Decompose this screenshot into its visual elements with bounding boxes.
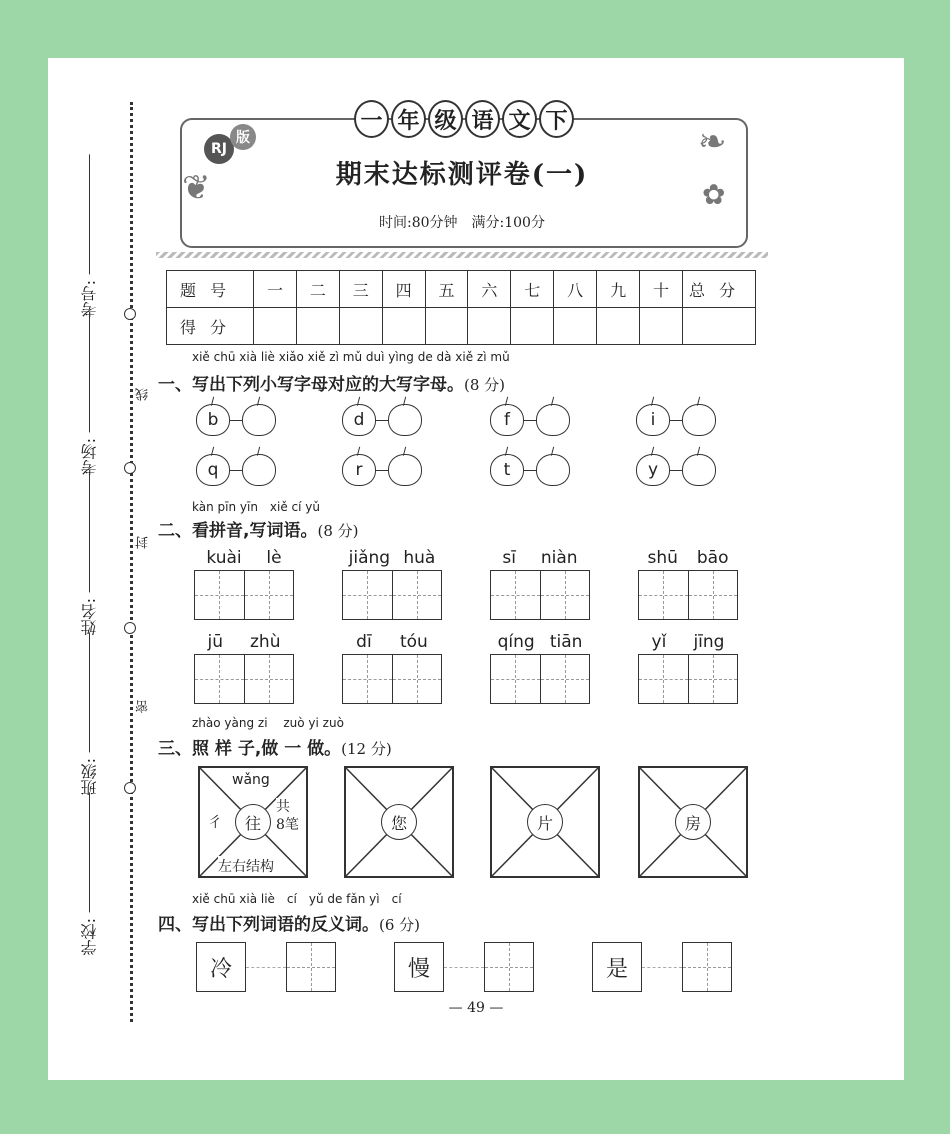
letter-pair: d [342,404,422,436]
answer-apple[interactable] [536,404,570,436]
char-box[interactable] [490,766,600,878]
example-pinyin: wǎng [232,772,270,788]
example-char-box [198,766,308,878]
q4-pinyin: xiě chū xià liè cí yǔ de fǎn yì cí [192,892,402,906]
floral-decoration-icon: ✿ [702,178,726,211]
letter-pair: i [636,404,716,436]
score-cell[interactable] [425,308,468,345]
pinyin-word-box[interactable]: sī niàn [490,548,590,620]
floral-decoration-icon: ❧ [698,122,727,162]
q1-title: 一、写出下列小写字母对应的大写字母。(8 分) [158,375,506,395]
answer-apple[interactable] [682,454,716,486]
char-box[interactable] [344,766,454,878]
score-cell[interactable] [597,308,640,345]
page-title: 期末达标测评卷(一) [335,160,589,190]
q3-title: 三、照 样 子,做 一 做。(12 分) [158,739,392,759]
antonym-pair: 慢 [394,942,534,992]
answer-apple[interactable] [242,404,276,436]
grade-title: 一 年 级 语 文 下 [354,102,574,136]
binding-dotted-line [130,102,133,1022]
ring-icon [124,622,136,634]
letter-pair: t [490,454,570,486]
ring-icon [124,462,136,474]
answer-apple[interactable] [682,404,716,436]
ring-icon [124,308,136,320]
seal-mark-xian: 线 [136,388,151,401]
edition-badge: 版 [230,124,256,150]
letter-pair: r [342,454,422,486]
exam-number-field[interactable]: 考号: [78,154,101,317]
pinyin-word-box[interactable]: kuài lè [194,548,294,620]
pinyin-word-box[interactable]: qíng tiān [490,632,590,704]
example-radical: 彳 [208,815,222,831]
char-circle: 片 [527,804,563,840]
exam-time-info: 时间:80分钟 满分:100分 [379,215,545,231]
score-cell[interactable] [511,308,554,345]
pinyin-word-box[interactable]: yǐ jīng [638,632,738,704]
q4-title: 四、写出下列词语的反义词。(6 分) [158,915,421,935]
table-header: 得分 [167,308,254,345]
char-circle: 房 [675,804,711,840]
pinyin-word-box[interactable]: jū zhù [194,632,294,704]
antonym-pair: 是 [592,942,732,992]
score-cell[interactable] [554,308,597,345]
letter-pair: q [196,454,276,486]
pinyin-word-box[interactable]: dī tóu [342,632,442,704]
answer-apple[interactable] [242,454,276,486]
score-cell[interactable] [683,308,756,345]
score-cell[interactable] [339,308,382,345]
example-structure: 左右结构 [218,856,274,876]
q1-pinyin: xiě chū xià liè xiǎo xiě zì mǔ duì yìng de dà xiě zì mǔ [192,350,510,364]
score-cell[interactable] [640,308,683,345]
answer-box[interactable] [484,942,534,992]
floral-decoration-icon: ❦ [182,168,211,208]
name-field[interactable]: 姓名: [78,472,101,635]
score-cell[interactable] [254,308,297,345]
char-box[interactable] [638,766,748,878]
example-char: 往 [235,804,271,840]
antonym-pair: 冷 [196,942,336,992]
char-circle: 您 [381,804,417,840]
rj-badge: RJ [204,134,234,164]
exam-room-field[interactable]: 考场: [78,312,101,475]
answer-box[interactable] [682,942,732,992]
q2-pinyin: kàn pīn yīn xiě cí yǔ [192,500,321,514]
pinyin-word-box[interactable]: shū bāo [638,548,738,620]
divider [156,252,768,258]
letter-pair: b [196,404,276,436]
letter-pair: f [490,404,570,436]
answer-box[interactable] [286,942,336,992]
score-cell[interactable] [382,308,425,345]
table-header: 题号 [167,271,254,308]
score-table: 题号 一 二 三 四 五 六 七 八 九 十 总分 得分 [166,270,756,345]
school-field[interactable]: 学校: [78,792,101,955]
letter-pair: y [636,454,716,486]
seal-mark-feng: 封 [136,536,151,549]
score-cell[interactable] [468,308,511,345]
q3-pinyin: zhào yàng zi zuò yi zuò [192,716,344,730]
exam-page [48,58,904,1080]
answer-apple[interactable] [536,454,570,486]
page-number: — 49 — [448,1000,504,1016]
answer-apple[interactable] [388,454,422,486]
example-strokes: 共 8笔 [276,799,299,833]
score-cell[interactable] [296,308,339,345]
ring-icon [124,782,136,794]
seal-mark-mi: 密 [136,700,151,713]
class-field[interactable]: 班级: [78,632,101,795]
answer-apple[interactable] [388,404,422,436]
q2-title: 二、看拼音,写词语。(8 分) [158,521,359,541]
pinyin-word-box[interactable]: jiǎng huà [342,548,442,620]
